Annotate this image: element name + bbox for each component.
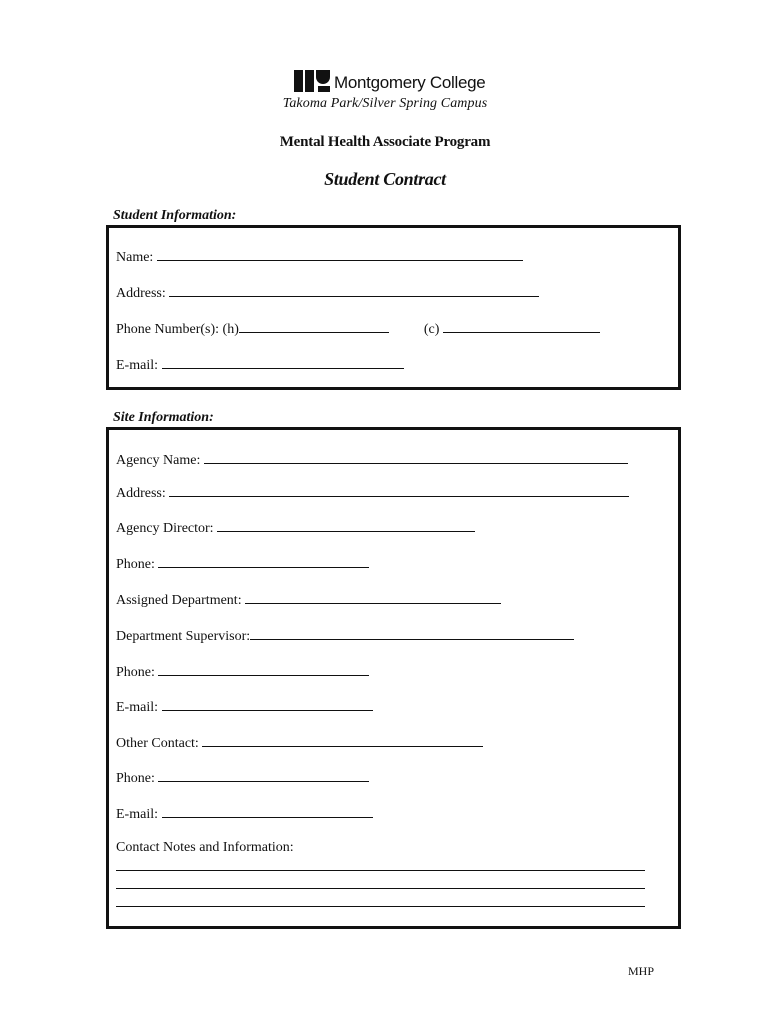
other-contact-phone-label: Phone: [116, 771, 155, 786]
contact-notes-line-2[interactable] [116, 888, 645, 889]
other-contact-label: Other Contact: [116, 736, 199, 751]
assigned-department-label: Assigned Department: [116, 593, 242, 608]
program-title: Mental Health Associate Program [279, 134, 491, 150]
agency-director-field[interactable] [217, 518, 475, 532]
assigned-department-row [116, 590, 501, 609]
student-phone-home-label: (h) [222, 322, 239, 337]
supervisor-email-label: E-mail: [116, 700, 158, 715]
agency-director-row [116, 518, 475, 537]
student-phone-home-field[interactable] [239, 319, 389, 333]
agency-director-label: Agency Director: [116, 521, 214, 536]
other-contact-row [116, 733, 483, 752]
contact-notes-line-3[interactable] [116, 906, 645, 907]
agency-address-field[interactable] [169, 483, 629, 497]
student-email-field[interactable] [162, 355, 404, 369]
assigned-department-field[interactable] [245, 590, 501, 604]
department-supervisor-row [116, 626, 574, 645]
other-contact-email-row [116, 804, 373, 823]
agency-address-label: Address: [116, 486, 166, 501]
supervisor-phone-row [116, 662, 369, 681]
site-info-heading: Site Information: [113, 410, 214, 425]
site-info-box [106, 427, 681, 929]
student-phone-label: Phone Number(s): [116, 322, 220, 337]
student-info-heading: Student Information: [113, 208, 237, 223]
supervisor-phone-label: Phone: [116, 665, 155, 680]
contact-notes-label: Contact Notes and Information: [116, 840, 294, 855]
student-address-row [116, 283, 539, 302]
supervisor-phone-field[interactable] [158, 662, 369, 676]
student-name-field[interactable] [157, 247, 523, 261]
department-supervisor-field[interactable] [250, 626, 574, 640]
student-phone-row [116, 319, 600, 338]
student-email-row [116, 355, 404, 374]
campus-name: Takoma Park/Silver Spring Campus [282, 96, 488, 111]
student-phone-cell-field[interactable] [443, 319, 600, 333]
other-contact-phone-row [116, 768, 369, 787]
college-logo [294, 68, 485, 92]
agency-phone-label: Phone: [116, 557, 155, 572]
college-logo-text: Montgomery College [334, 73, 486, 92]
student-name-label: Name: [116, 250, 154, 265]
student-address-field[interactable] [169, 283, 539, 297]
footer-code: MHP [628, 964, 655, 978]
student-address-label: Address: [116, 286, 166, 301]
agency-phone-row [116, 554, 369, 573]
contact-notes-line-1[interactable] [116, 870, 645, 871]
agency-address-row [116, 483, 629, 502]
supervisor-email-field[interactable] [162, 697, 373, 711]
agency-name-label: Agency Name: [116, 453, 201, 468]
agency-phone-field[interactable] [158, 554, 369, 568]
college-logo-mark [294, 70, 332, 92]
supervisor-email-row [116, 697, 373, 716]
other-contact-email-field[interactable] [162, 804, 373, 818]
department-supervisor-label: Department Supervisor: [116, 629, 251, 644]
agency-name-field[interactable] [204, 450, 628, 464]
other-contact-field[interactable] [202, 733, 483, 747]
student-info-box [106, 225, 681, 390]
document-title: Student Contract [324, 169, 446, 189]
agency-name-row [116, 450, 628, 469]
other-contact-phone-field[interactable] [158, 768, 369, 782]
student-name-row [116, 247, 523, 266]
student-phone-cell-label: (c) [423, 322, 440, 337]
student-email-label: E-mail: [116, 358, 158, 373]
other-contact-email-label: E-mail: [116, 807, 158, 822]
